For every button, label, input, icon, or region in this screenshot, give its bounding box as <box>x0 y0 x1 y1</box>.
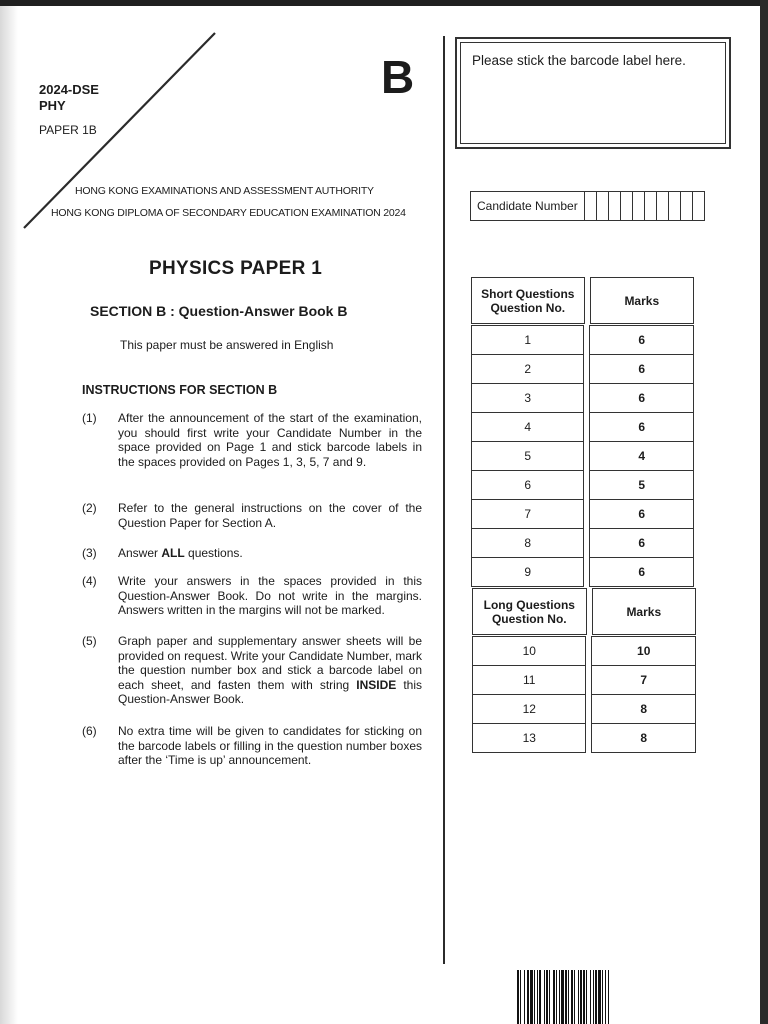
question-marks: 6 <box>590 413 694 442</box>
question-number: 8 <box>472 529 584 558</box>
table-row <box>472 529 694 558</box>
candidate-digit-box[interactable] <box>669 192 681 220</box>
diploma-name: HONG KONG DIPLOMA OF SECONDARY EDUCATION EXAMINATION 2024 <box>51 207 406 219</box>
paper-code: PAPER 1B <box>39 123 97 137</box>
question-marks: 6 <box>590 384 694 413</box>
question-marks: 10 <box>592 637 696 666</box>
long-questions-table <box>472 588 696 635</box>
question-marks: 6 <box>590 500 694 529</box>
exam-code: 2024-DSE <box>39 82 99 97</box>
candidate-number-label: Candidate Number <box>471 192 585 220</box>
short-questions-table <box>471 277 694 324</box>
barcode-label-box <box>455 37 731 149</box>
question-marks: 5 <box>590 471 694 500</box>
question-number: 10 <box>473 637 586 666</box>
instruction-item <box>82 574 422 618</box>
question-number: 5 <box>472 442 584 471</box>
question-number: 4 <box>472 413 584 442</box>
instruction-emphasis: INSIDE <box>356 677 397 692</box>
table-row <box>473 666 696 695</box>
question-number: 13 <box>473 724 586 753</box>
candidate-digit-box[interactable] <box>681 192 693 220</box>
instruction-item <box>82 501 422 530</box>
question-number: 12 <box>473 695 586 724</box>
instruction-text-part: Answer <box>118 546 162 560</box>
candidate-digit-box[interactable] <box>657 192 669 220</box>
instruction-text-part: this Question-Answer Book. <box>118 677 422 706</box>
question-number: 11 <box>473 666 586 695</box>
subject-code: PHY <box>39 98 66 113</box>
candidate-digit-box[interactable] <box>693 192 704 220</box>
section-letter: B <box>381 51 415 103</box>
instruction-item <box>82 634 422 707</box>
long-marks-header: Marks <box>592 589 695 635</box>
instructions-heading: INSTRUCTIONS FOR SECTION B <box>82 383 278 397</box>
question-marks: 6 <box>590 355 694 384</box>
candidate-number-field[interactable] <box>470 191 705 221</box>
question-number: 2 <box>472 355 584 384</box>
authority-name: HONG KONG EXAMINATIONS AND ASSESSMENT AUTHORITY <box>75 185 374 197</box>
short-marks-header: Marks <box>590 278 693 324</box>
instruction-number: (5) <box>82 634 97 648</box>
short-questions-header: Short Questions Question No. <box>472 278 585 324</box>
instruction-number: (3) <box>82 546 97 560</box>
question-number: 9 <box>472 558 584 587</box>
instruction-text <box>118 546 422 561</box>
table-row <box>472 326 694 355</box>
question-number: 6 <box>472 471 584 500</box>
question-marks: 8 <box>592 695 696 724</box>
question-marks: 7 <box>592 666 696 695</box>
candidate-digit-box[interactable] <box>609 192 621 220</box>
question-number: 7 <box>472 500 584 529</box>
instruction-text: After the announcement of the start of the examination, you should first write your Candidate Number in the space provided on Page 1 and stick barcode labels in the spaces provided on Pages 1, 3, 5, 7 and 9. <box>118 411 422 469</box>
scan-right-edge <box>760 0 768 1024</box>
column-divider <box>443 36 445 964</box>
question-marks: 6 <box>590 326 694 355</box>
instruction-text: No extra time will be given to candidates for sticking on the barcode labels or filling in the question number boxes after the ‘Time is up’ announcement. <box>118 724 422 767</box>
barcode-bar <box>609 970 610 1024</box>
question-marks: 6 <box>590 529 694 558</box>
instruction-number: (1) <box>82 411 97 425</box>
instruction-text: Write your answers in the spaces provided in this Question-Answer Book. Do not write in the margins. Answers written in the margins will not be marked. <box>118 574 422 617</box>
instruction-text-part: Graph paper and supplementary answer sheets will be provided on request. Write your Candidate Number, mark the question number box and stick a barcode label on each sheet, and fasten them with string <box>118 634 422 692</box>
instruction-number: (2) <box>82 501 97 515</box>
question-marks: 4 <box>590 442 694 471</box>
table-row <box>473 695 696 724</box>
table-row <box>472 413 694 442</box>
instruction-item <box>82 724 422 768</box>
barcode-label-instruction: Please stick the barcode label here. <box>472 53 686 68</box>
table-row <box>472 442 694 471</box>
question-number: 3 <box>472 384 584 413</box>
instruction-number: (4) <box>82 574 97 588</box>
instruction-text-part: questions. <box>184 546 243 560</box>
long-questions-header: Long Questions Question No. <box>473 589 587 635</box>
instruction-text: Refer to the general instructions on the cover of the Question Paper for Section A. <box>118 501 422 530</box>
short-questions-rows <box>471 325 694 587</box>
instruction-number: (6) <box>82 724 97 738</box>
question-marks: 8 <box>592 724 696 753</box>
table-row <box>472 355 694 384</box>
printed-barcode <box>517 970 743 1024</box>
table-row <box>473 724 696 753</box>
candidate-digit-box[interactable] <box>645 192 657 220</box>
candidate-digit-box[interactable] <box>585 192 597 220</box>
table-row <box>472 500 694 529</box>
long-questions-rows <box>472 636 696 753</box>
page-title: PHYSICS PAPER 1 <box>149 258 323 279</box>
section-subtitle: SECTION B : Question-Answer Book B <box>90 303 348 319</box>
table-row <box>472 384 694 413</box>
diagonal-rule <box>0 0 260 240</box>
candidate-digit-box[interactable] <box>621 192 633 220</box>
table-row <box>473 637 696 666</box>
candidate-digit-box[interactable] <box>597 192 609 220</box>
question-marks: 6 <box>590 558 694 587</box>
table-row <box>472 471 694 500</box>
instruction-item <box>82 411 422 469</box>
question-number: 1 <box>472 326 584 355</box>
instruction-text <box>118 634 422 707</box>
language-note: This paper must be answered in English <box>120 338 334 352</box>
instruction-emphasis: ALL <box>161 546 185 560</box>
instruction-item <box>82 546 422 561</box>
table-row <box>472 558 694 587</box>
candidate-digit-box[interactable] <box>633 192 645 220</box>
